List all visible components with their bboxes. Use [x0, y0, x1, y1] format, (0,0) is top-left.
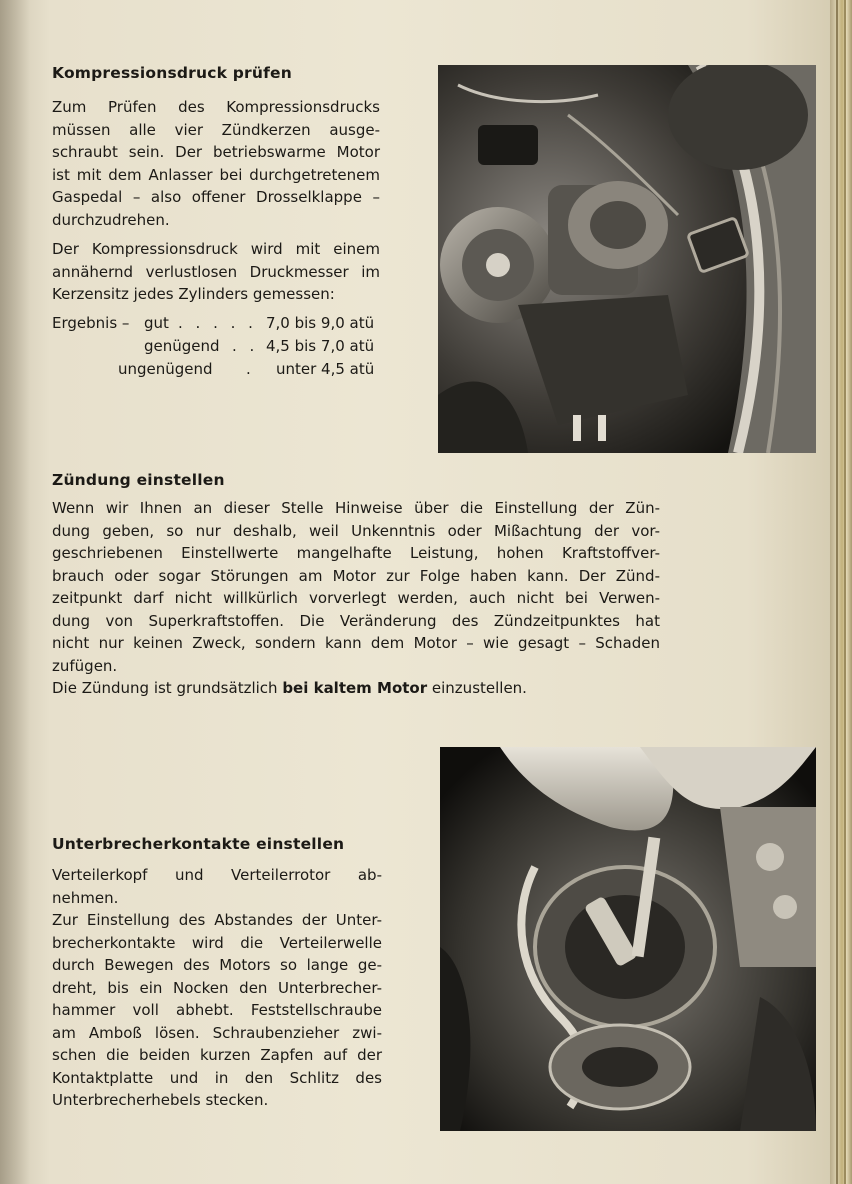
- text-line: nicht nur keinen Zweck, sondern kann dem Motor – wie gesagt – Schaden: [52, 634, 660, 652]
- result-dots: . .: [232, 337, 259, 355]
- text-line: Gaspedal – also offener Drosselklappe –: [52, 188, 380, 206]
- text-line: Unterbrecherhebels stecken.: [52, 1091, 269, 1109]
- heading-kompressionsdruck: Kompressionsdruck prüfen: [52, 64, 292, 82]
- paragraph-compression-intro: [52, 96, 380, 231]
- result-value: 4,5 bis 7,0 atü: [266, 337, 375, 355]
- text-line: brauch oder sogar Störungen am Motor zur Folge haben kann. Der Zünd-: [52, 566, 660, 585]
- text-line: ist mit dem Anlasser bei durchgetretenem: [52, 165, 380, 184]
- result-value: unter 4,5 atü: [276, 360, 375, 378]
- result-grade: gut: [144, 314, 169, 332]
- result-dots: .: [246, 360, 251, 378]
- text-line: dung von Superkraftstoffen. Die Veränderung des Zündzeitpunktes hat: [52, 611, 660, 630]
- text-line: schraubt sein. Der betriebswarme Motor: [52, 143, 380, 161]
- text-line: Wenn wir Ihnen an dieser Stelle Hinweise über die Einstellung der Zün-: [52, 499, 660, 517]
- text-line: annähernd verlustlosen Druckmesser im: [52, 262, 380, 281]
- result-dots: . . . . .: [178, 314, 257, 332]
- heading-unterbrecherkontakte: Unterbrecherkontakte einstellen: [52, 835, 345, 853]
- text-line: Zum Prüfen des Kompressionsdrucks: [52, 98, 380, 116]
- text-line: zeitpunkt darf nicht willkürlich vorverlegt werden, auch nicht bei Verwen-: [52, 589, 660, 607]
- text-line: durch Bewegen des Motors so lange ge-: [52, 956, 382, 974]
- text-line: geschriebenen Einstellwerte mangelhafte Leistung, hohen Kraftstoffver-: [52, 544, 660, 562]
- note-text: einzustellen.: [427, 679, 527, 697]
- results-label: Ergebnis –: [52, 314, 130, 332]
- note-text: Die Zündung ist grundsätzlich: [52, 679, 283, 697]
- text-line: hammer voll abhebt. Feststellschraube: [52, 1001, 382, 1019]
- paragraph-breaker-points: [52, 864, 382, 1112]
- result-value: 7,0 bis 9,0 atü: [266, 314, 375, 332]
- engine-compartment-photo: [438, 65, 816, 453]
- text-line: Kontaktplatte und in den Schlitz des: [52, 1068, 382, 1087]
- ignition-cold-engine-note: [52, 677, 660, 700]
- text-line: durchzudrehen.: [52, 210, 170, 229]
- text-line: Zur Einstellung des Abstandes der Unter-: [52, 911, 382, 929]
- text-line: müssen alle vier Zündkerzen ausge-: [52, 120, 380, 139]
- text-line: brecherkontakte wird die Verteilerwelle: [52, 933, 382, 952]
- text-line: dung geben, so nur deshalb, weil Unkenntnis oder Mißachtung der vor-: [52, 521, 660, 540]
- text-line: Verteilerkopf und Verteilerrotor ab-: [52, 866, 382, 884]
- paragraph-compression-measure: [52, 238, 380, 306]
- compression-results: [52, 314, 392, 384]
- heading-zuendung: Zündung einstellen: [52, 471, 225, 489]
- note-emphasis: bei kaltem Motor: [282, 679, 428, 697]
- text-line: am Amboß lösen. Schraubenzieher zwi-: [52, 1023, 382, 1042]
- text-line: Kerzensitz jedes Zylinders gemessen:: [52, 285, 335, 303]
- result-grade: genügend: [144, 337, 220, 355]
- text-line: nehmen.: [52, 888, 119, 907]
- page-spine-shadow: [0, 0, 30, 1184]
- text-line: zufügen.: [52, 656, 118, 675]
- page-edge: [830, 0, 852, 1184]
- result-grade: ungenügend: [118, 360, 213, 378]
- text-line: schen die beiden kurzen Zapfen auf der: [52, 1046, 382, 1064]
- text-line: dreht, bis ein Nocken den Unterbrecher-: [52, 978, 382, 997]
- text-line: Der Kompressionsdruck wird mit einem: [52, 240, 380, 258]
- distributor-photo: [440, 747, 816, 1131]
- paragraph-ignition: [52, 497, 660, 700]
